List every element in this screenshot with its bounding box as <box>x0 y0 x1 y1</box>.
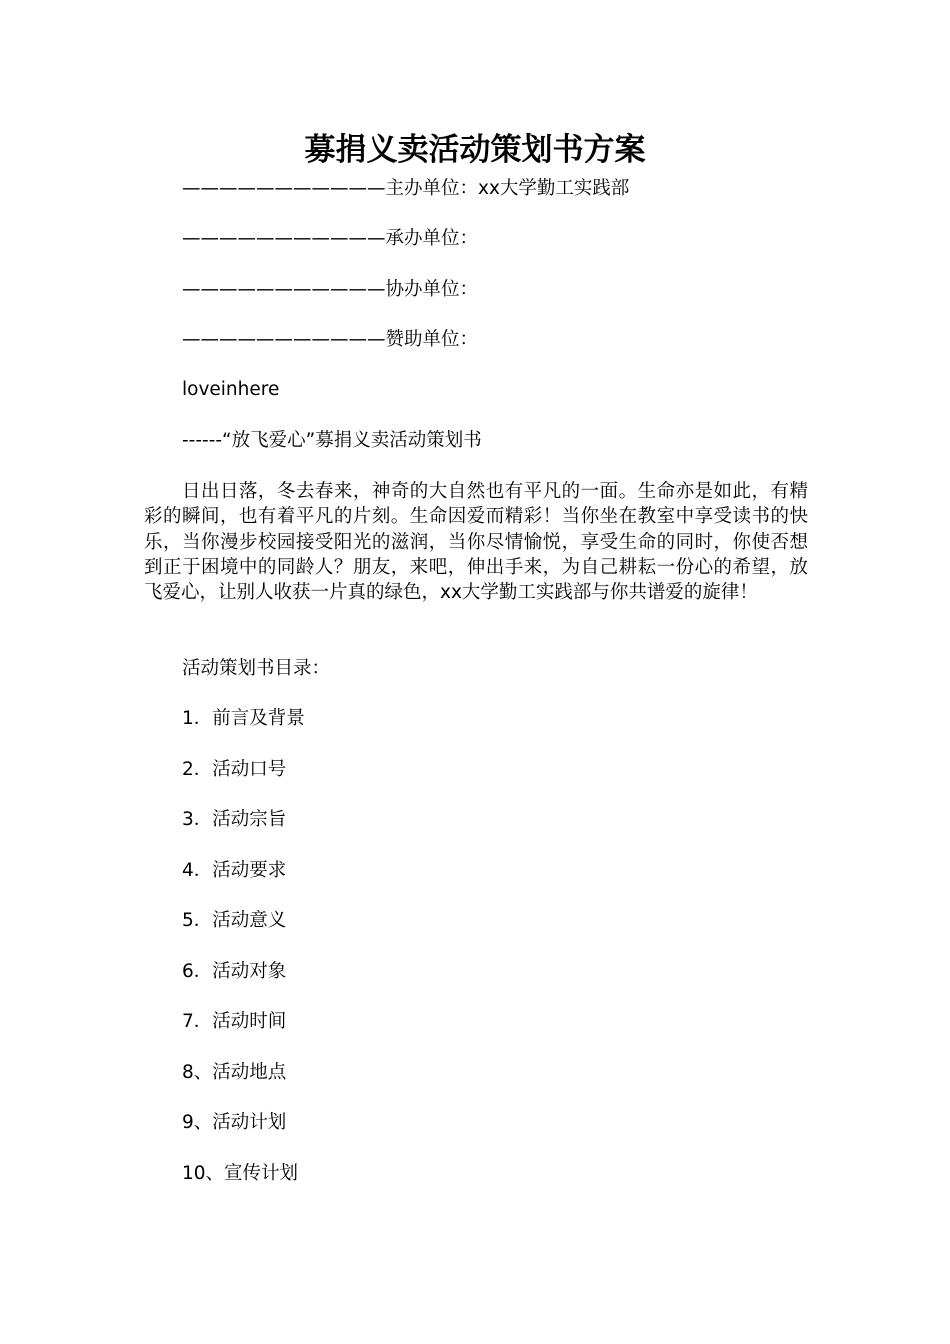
toc-item: 7．活动时间 <box>182 1011 287 1032</box>
co-organizer-line: ———————————承办单位： <box>182 228 479 249</box>
toc-item: 4．活动要求 <box>182 860 287 881</box>
subtitle-text: ------“放飞爱心”募捐义卖活动策划书 <box>182 430 482 451</box>
document-title: 募捐义卖活动策划书方案 <box>304 132 646 168</box>
sponsor-line: ———————————赞助单位： <box>182 329 479 350</box>
toc-heading: 活动策划书目录： <box>182 658 331 679</box>
toc-item: 10、宣传计划 <box>182 1163 299 1184</box>
toc-item: 5．活动意义 <box>182 910 287 931</box>
assisting-organizer-line: ———————————协办单位： <box>182 279 479 300</box>
toc-item: 8、活动地点 <box>182 1062 287 1083</box>
toc-item: 9、活动计划 <box>182 1112 287 1133</box>
organizer-line: ———————————主办单位：xx大学勤工实践部 <box>182 178 630 199</box>
toc-item: 1．前言及背景 <box>182 708 305 729</box>
toc-item: 6．活动对象 <box>182 961 287 982</box>
toc-item: 3．活动宗旨 <box>182 809 287 830</box>
slogan-text: loveinhere <box>182 379 280 400</box>
intro-paragraph: 日出日落，冬去春来，神奇的大自然也有平凡的一面。生命亦是如此，有精彩的瞬间，也有着平凡的片刻。生命因爱而精彩！当你坐在教室中享受读书的快乐，当你漫步校园接受阳光的滋润，当你尽情愉悦，享受生命的同时，你使否想到正于困境中的同龄人？朋友，来吧，伸出手来，为自己耕耘一份心的希望，放飞爱心，让别人收获一片真的绿色，xx大学勤工实践部与你共谱爱的旋律！ <box>144 481 808 604</box>
toc-item: 2．活动口号 <box>182 759 287 780</box>
